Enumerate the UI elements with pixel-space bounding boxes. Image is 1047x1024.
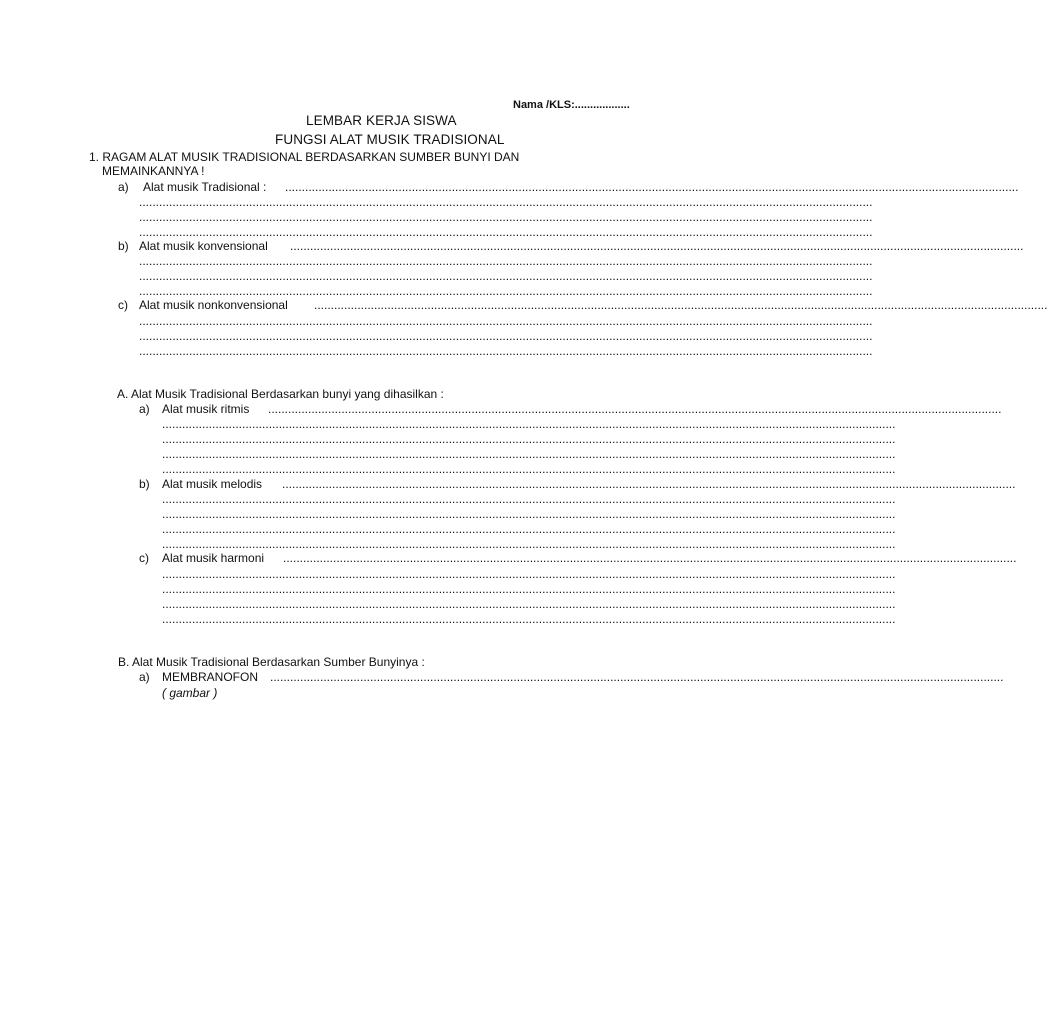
answer-line: ............................................................................................................................................................................................................................ (162, 522, 896, 536)
section1-heading-line2: MEMAINKANNYA ! (102, 164, 205, 178)
worksheet-subtitle: FUNGSI ALAT MUSIK TRADISIONAL (275, 132, 505, 147)
answer-line: ............................................................................................................................................................................................................................ (139, 210, 873, 224)
item-marker: b) (139, 477, 150, 491)
item-marker: c) (118, 298, 128, 312)
item-label-konvensional: Alat musik konvensional (139, 239, 268, 253)
item-label-ritmis: Alat musik ritmis (162, 402, 250, 416)
answer-line: ............................................................................................................................................................................................................................ (162, 492, 896, 506)
item-marker: b) (118, 239, 129, 253)
answer-line: ............................................................................................................................................................................................................................ (290, 239, 1024, 253)
answer-line: ............................................................................................................................................................................................................................ (162, 447, 896, 461)
answer-line: ............................................................................................................................................................................................................................ (139, 284, 873, 298)
answer-line: ............................................................................................................................................................................................................................ (139, 314, 873, 328)
sectionB-heading: B. Alat Musik Tradisional Berdasarkan Sumber Bunyinya : (118, 655, 425, 669)
section1-heading-line1: 1. RAGAM ALAT MUSIK TRADISIONAL BERDASARKAN SUMBER BUNYI DAN (89, 150, 520, 164)
answer-line: ............................................................................................................................................................................................................................ (162, 537, 896, 551)
answer-line: ............................................................................................................................................................................................................................ (268, 402, 1002, 416)
answer-line: ............................................................................................................................................................................................................................ (270, 670, 1004, 684)
answer-line: ............................................................................................................................................................................................................................ (162, 432, 896, 446)
name-class-field: Nama /KLS:.................. (513, 99, 630, 111)
item-marker: a) (118, 180, 129, 194)
item-label-tradisional: Alat musik Tradisional : (143, 180, 267, 194)
item-marker: a) (139, 402, 150, 416)
answer-line: ............................................................................................................................................................................................................................ (139, 344, 873, 358)
answer-line: ............................................................................................................................................................................................................................ (139, 254, 873, 268)
answer-line: ............................................................................................................................................................................................................................ (139, 269, 873, 283)
answer-line: ............................................................................................................................................................................................................................ (283, 551, 1017, 565)
item-label-melodis: Alat musik melodis (162, 477, 263, 491)
item-marker: c) (139, 551, 149, 565)
item-label-harmoni: Alat musik harmoni (162, 551, 265, 565)
sectionA-heading: A. Alat Musik Tradisional Berdasarkan bunyi yang dihasilkan : (117, 387, 444, 401)
answer-line: ............................................................................................................................................................................................................................ (162, 417, 896, 431)
answer-line: ............................................................................................................................................................................................................................ (162, 612, 896, 626)
answer-line: ............................................................................................................................................................................................................................ (162, 597, 896, 611)
item-label-nonkonvensional: Alat musik nonkonvensional (139, 298, 288, 312)
answer-line: ............................................................................................................................................................................................................................ (162, 582, 896, 596)
answer-line: ............................................................................................................................................................................................................................ (282, 477, 1016, 491)
answer-line: ............................................................................................................................................................................................................................ (162, 462, 896, 476)
answer-line: ............................................................................................................................................................................................................................ (162, 567, 896, 581)
image-placeholder-note: ( gambar ) (162, 686, 218, 700)
worksheet-title: LEMBAR KERJA SISWA (306, 113, 457, 128)
answer-line: ............................................................................................................................................................................................................................ (162, 507, 896, 521)
answer-line: ............................................................................................................................................................................................................................ (314, 298, 1047, 312)
answer-line: ............................................................................................................................................................................................................................ (139, 195, 873, 209)
item-label-membranofon: MEMBRANOFON (162, 670, 258, 684)
answer-line: ............................................................................................................................................................................................................................ (139, 225, 873, 239)
answer-line: ............................................................................................................................................................................................................................ (139, 329, 873, 343)
item-marker: a) (139, 670, 150, 684)
answer-line: ............................................................................................................................................................................................................................ (285, 180, 1019, 194)
